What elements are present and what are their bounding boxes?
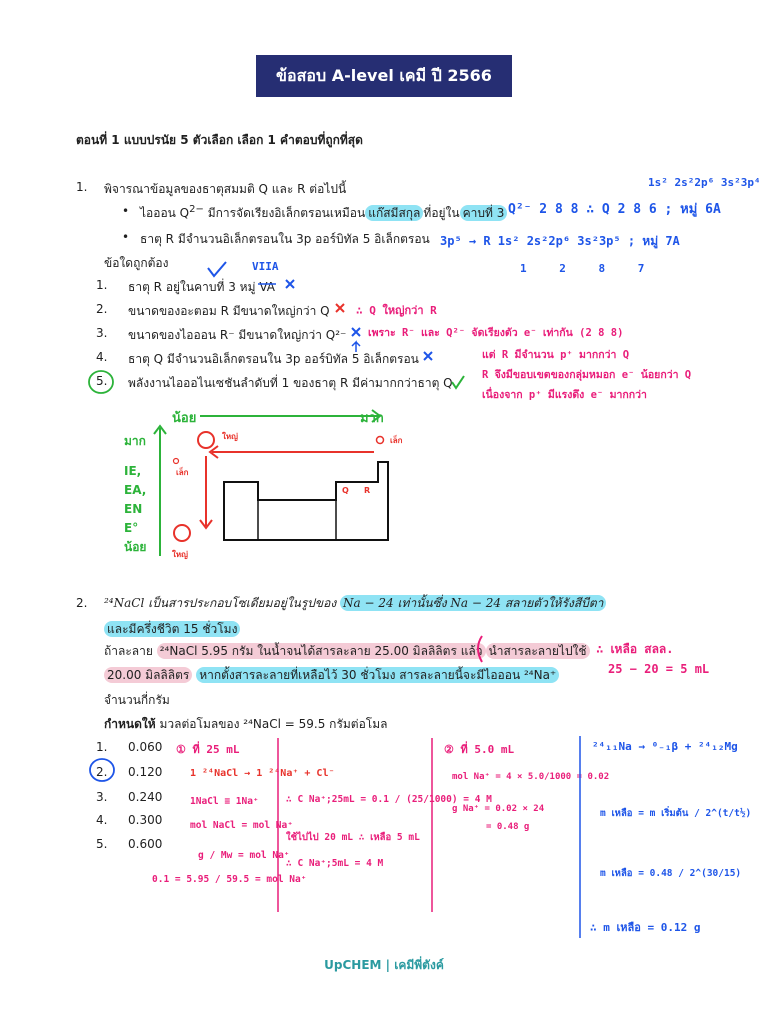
note-c2: ใช้ไปไป 20 mL ∴ เหลือ 5 mL [286,832,420,843]
q2-option-5-num: 5. [96,837,108,851]
q2-option-1-num: 1. [96,740,108,754]
diagram-top-left: น้อย [172,411,197,426]
note-m3: ∴ m เหลือ = 0.12 g [590,921,701,934]
note-q-config: 1s² 2s²2p⁶ 3s²3p⁴ [648,176,761,189]
diagram-left-top: มาก [124,434,146,448]
diagram-big-label: ใหญ่ [222,432,238,441]
check-mark-icon [208,262,226,276]
q2-highlight-line4: 20.00 มิลลิลิตร [104,667,192,683]
diagram-small-label: เล็ก [176,468,189,477]
diagram-small-label-2: เล็ก [390,436,403,445]
diagram-top-right: มาก [360,411,384,426]
atom-big-circle-bottom [174,525,190,541]
q1-option-4-num: 4. [96,350,108,364]
atom-big-circle [198,432,214,448]
note-opt3-4: เนื่องจาก p⁺ มีแรงดึง e⁻ มากกว่า [482,389,647,401]
note-eq4: g / Mw = mol Na⁺ [198,850,290,861]
diagram-left-bottom: น้อย [124,540,147,554]
cross-mark-icon [336,304,344,312]
note-opt2: ∴ Q ใหญ่กว่า R [356,304,437,317]
q2-option-4[interactable]: 0.300 [128,813,163,827]
q1-option-2-num: 2. [96,302,108,316]
q2-option-5[interactable]: 0.600 [128,837,163,851]
note-c1: ∴ C Na⁺;25mL = 0.1 / (25/1000) = 4 M [286,794,492,805]
q1-bullet1-sup: 2− [189,204,204,215]
diagram-left-labels: IE, EA, EN E° [124,464,147,535]
q1-stem: พิจารณาข้อมูลของธาตุสมมติ Q และ R ต่อไปนี้ [104,182,347,196]
q2-highlight-line1: Na − 24 เท่านั้นซึ่ง Na − 24 สลายตัวให้รังสีบีตา [340,595,606,611]
q2-line1-a: ²⁴NaCl เป็นสารประกอบโซเดียมอยู่ในรูปของ [104,596,341,610]
note-eq1: 1 ²⁴NaCl → 1 ²⁴Na⁺ + Cl⁻ [190,768,335,779]
q2-number: 2. [76,596,88,610]
q1-highlight-noble: แก๊สมีสกุล [365,205,423,221]
diagram-big-label-2: ใหญ่ [172,550,188,559]
q2-option-2-num: 2. [96,765,108,779]
q1-option-5[interactable]: พลังงานไอออไนเซชันลำดับที่ 1 ของธาตุ R มีค่ามากกว่าธาตุ Q [128,376,453,390]
note-m1: m เหลือ = m เริ่มต้น / 2^(t/t½) [600,808,752,819]
note-step1: ① ที่ 25 mL [176,743,240,756]
q1-bullet1-pre: ไอออน Q [140,206,190,220]
q1-bullet1-mid2: ที่อยู่ใน [423,206,460,220]
atom-small-circle-left [174,459,179,464]
q1-option-2[interactable]: ขนาดของอะตอม R มีขนาดใหญ่กว่า Q [128,304,330,318]
q1-number: 1. [76,180,88,194]
cross-mark-icon [352,328,360,336]
note-c3: ∴ C Na⁺;5mL = 4 M [286,858,384,869]
answer-circle-q2 [90,759,114,781]
note-r-counts: 1 2 8 7 [520,262,645,275]
q1-option-3[interactable]: ขนาดของไอออน R⁻ มีขนาดใหญ่กว่า Q²⁻ [128,328,347,342]
note-eq3: mol NaCl = mol Na⁺ [190,820,293,831]
q2-option-3-num: 3. [96,790,108,804]
q2-option-2[interactable]: 0.120 [128,765,163,779]
arrow-up-icon [352,342,360,352]
bracket-mark [478,636,482,662]
note-r-line: 3p⁵ → R 1s² 2s²2p⁶ 3s²3p⁵ ; หมู่ 7A [440,234,680,248]
q2-line5: จำนวนกี่กรัม [104,693,170,707]
q1-bullet2: • ธาตุ R มีจำนวนอิเล็กตรอนใน 3p ออร์บิทัล 5 อิเล็กตรอน [140,230,430,249]
cross-mark-icon [424,352,432,360]
q2-given-bold: กำหนดให้ [104,717,156,731]
answer-circle-q1 [89,371,113,393]
q2-option-3[interactable]: 0.240 [128,790,163,804]
note-g2: = 0.48 g [486,822,530,832]
q1-option-4[interactable]: ธาตุ Q มีจำนวนอิเล็กตรอนใน 3p ออร์บิทัล 5 อิเล็กตรอน [128,352,419,366]
q2-highlight-line4-b: หากตั้งสารละลายที่เหลือไว้ 30 ชั่วโมง สารละลายนี้จะมีไอออน ²⁴Na⁺ [196,667,559,683]
q2-highlight-line3: ²⁴NaCl 5.95 กรัม ในน้ำจนได้สารละลาย 25.00 มิลลิลิตร แล้ว [157,643,486,659]
q2-highlight-line2: และมีครึ่งชีวิต 15 ชั่วโมง [104,621,240,637]
diagram-r-label: R [364,486,371,495]
note-g: g Na⁺ = 0.02 × 24 [452,804,545,814]
q2-option-1[interactable]: 0.060 [128,740,163,754]
page-title-text: ข้อสอบ A-level เคมี ปี 2566 [276,65,492,85]
note-m2: m เหลือ = 0.48 / 2^(30/15) [600,868,742,879]
q1-ask: ข้อใดถูกต้อง [104,256,169,270]
q2-line3-a: ถ้าละลาย [104,644,157,658]
note-mol: mol Na⁺ = 4 × 5.0/1000 = 0.02 [452,772,610,782]
note-opt3-3: R จึงมีขอบเขตของกลุ่มหมอก e⁻ น้อยกว่า Q [482,369,692,381]
q1-option-3-num: 3. [96,326,108,340]
atom-small-circle [377,437,384,444]
part-heading: ตอนที่ 1 แบบปรนัย 5 ตัวเลือก เลือก 1 คำตอบที่ถูกที่สุด [76,133,363,147]
note-remain: ∴ เหลือ สลล. [596,642,674,656]
q1-option-1[interactable]: ธาตุ R อยู่ในคาบที่ 3 หมู่ VA [128,280,275,294]
footer-author: เคมีพี่ตังค์ [394,958,444,972]
cross-mark-icon [286,280,294,288]
q1-option-1-num: 1. [96,278,108,292]
footer-separator: | [381,958,395,972]
note-opt1-mark: VIIA [252,260,279,273]
note-opt3-2: แต่ R มีจำนวน p⁺ มากกว่า Q [482,349,630,361]
q2-highlight-line3-2: นำสารละลายไปใช้ [486,643,590,659]
note-step2: ② ที่ 5.0 mL [444,743,515,756]
q2-given-rest: มวลต่อโมลของ ²⁴NaCl = 59.5 กรัมต่อโมล [155,717,388,731]
note-eq2: 1NaCl ≡ 1Na⁺ [190,796,259,807]
note-decay: ²⁴₁₁Na → ⁰₋₁β + ²⁴₁₂Mg [592,740,738,753]
periodic-table-outline [224,462,388,540]
q1-highlight-period: คาบที่ 3 [460,205,508,221]
footer-brand: UpCHEM [324,958,382,972]
note-opt3: เพราะ R⁻ และ Q²⁻ จัดเรียงตัว e⁻ เท่ากัน (2 8 8) [368,327,624,339]
diagram-q-label: Q [342,486,349,495]
q1-bullet1-mid: มีการจัดเรียงอิเล็กตรอนเหมือน [203,206,366,220]
note-eq5: 0.1 = 5.95 / 59.5 = mol Na⁺ [152,874,307,885]
note-q-line: Q²⁻ 2 8 8 ∴ Q 2 8 6 ; หมู่ 6A [508,202,721,217]
check-mark-icon [452,376,464,388]
q2-option-4-num: 4. [96,813,108,827]
q1-option-5-num: 5. [96,374,108,388]
note-remain-calc: 25 − 20 = 5 mL [608,662,710,676]
